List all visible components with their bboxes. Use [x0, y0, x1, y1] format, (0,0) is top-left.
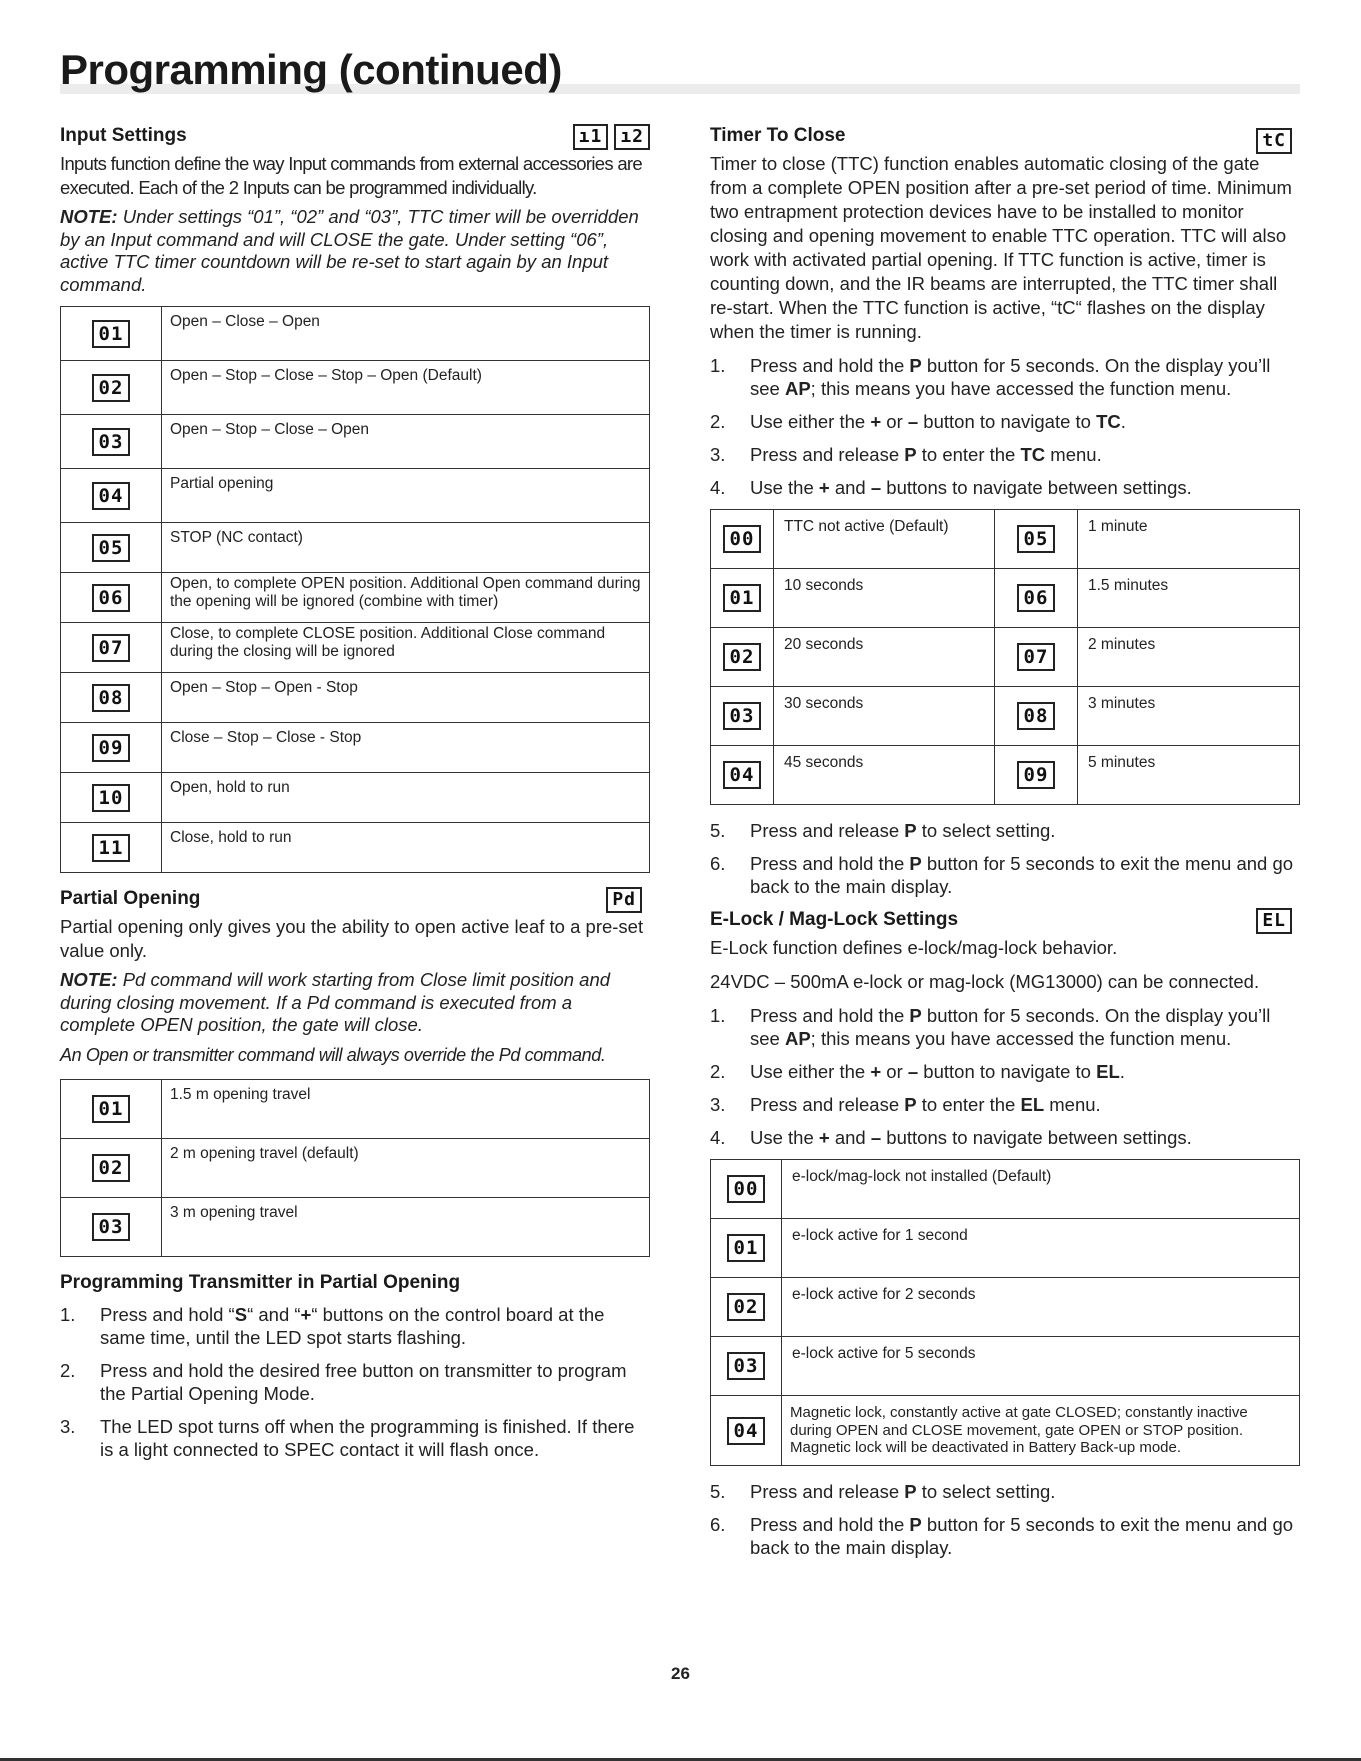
- table-row: [61, 723, 650, 773]
- pd-display-icon: Pd: [606, 887, 642, 913]
- note-label: NOTE:: [60, 969, 118, 990]
- list-item: 3. Press and release P to enter the EL menu.: [710, 1094, 1101, 1115]
- setting-code: 02: [727, 1293, 766, 1321]
- list-item: 2. Press and hold the desired free button on transmitter to program the Partial Opening Mode.: [60, 1359, 627, 1404]
- table-row: [61, 1197, 650, 1256]
- elock-section: [710, 908, 1300, 1559]
- table-row: [61, 673, 650, 723]
- timer-to-close-intro: Timer to close (TTC) function enables automatic closing of the gate from a complete OPEN position after a pre-set period of time. Minimum two entrapment protection devices have to be installed to monitor closing and opening movement to enable TTC operation. TTC will also work with activated partial opening. If TTC function is active, timer is counting down, and the IR beams are interrupted, the TTC timer shall re-start. When the TTC function is active, “tC“ flashes on the display when the timer is running.: [710, 153, 1292, 342]
- table-row: [61, 1079, 650, 1138]
- setting-code: 11: [92, 834, 131, 862]
- setting-code: 01: [727, 1234, 766, 1262]
- setting-code: 01: [723, 584, 762, 612]
- setting-description: 20 seconds: [774, 628, 995, 687]
- table-row: [711, 1396, 1300, 1466]
- setting-code: 04: [92, 482, 131, 510]
- setting-description: 1 minute: [1078, 510, 1300, 569]
- right-column: [710, 124, 1300, 1569]
- timer-to-close-header: [710, 124, 1300, 152]
- setting-code: 06: [92, 584, 131, 612]
- setting-code: 05: [1017, 525, 1056, 553]
- elock-steps: [710, 1004, 1300, 1149]
- setting-code: 02: [92, 1154, 131, 1182]
- timer-to-close-steps-after: [710, 819, 1300, 898]
- programming-transmitter-steps: [60, 1303, 650, 1461]
- timer-to-close-table: [710, 509, 1300, 805]
- setting-code: 06: [1017, 584, 1056, 612]
- setting-description: 3 m opening travel: [162, 1197, 650, 1256]
- table-row: [61, 573, 650, 623]
- setting-code: 09: [92, 734, 131, 762]
- setting-description: Close – Stop – Close - Stop: [162, 723, 650, 773]
- setting-code: 00: [723, 525, 762, 553]
- partial-opening-title: Partial Opening: [60, 888, 201, 909]
- table-row: [61, 823, 650, 873]
- setting-code: 09: [1017, 761, 1056, 789]
- elock-table: [710, 1159, 1300, 1466]
- setting-code: 03: [92, 428, 131, 456]
- table-row: [711, 746, 1300, 805]
- note-text: Pd command will work starting from Close limit position and during closing movement. If a Pd command is executed from a complete OPEN position, the gate will close.: [60, 969, 611, 1035]
- setting-description: Open – Stop – Close – Open: [162, 415, 650, 469]
- input-settings-header: [60, 124, 650, 152]
- list-item: 4. Use the + and – buttons to navigate between settings.: [710, 477, 1192, 498]
- setting-description: Open – Stop – Close – Stop – Open (Default): [162, 361, 650, 415]
- setting-code: 02: [92, 374, 131, 402]
- input-1-display-icon: ı1: [573, 124, 609, 150]
- setting-code: 01: [92, 1095, 131, 1123]
- left-column: [60, 124, 650, 1471]
- table-row: [711, 1337, 1300, 1396]
- partial-opening-header: [60, 887, 650, 915]
- setting-description: e-lock active for 5 seconds: [782, 1337, 1300, 1396]
- list-item: 1. Press and hold the P button for 5 seconds. On the display you’ll see AP; this means you have accessed the function menu.: [710, 355, 1271, 399]
- note-text: Under settings “01”, “02” and “03”, TTC timer will be overridden by an Input command and will CLOSE the gate. Under setting “06”, active TTC timer countdown will be re-set to start again by an Input command.: [60, 206, 639, 295]
- table-row: [711, 510, 1300, 569]
- elock-line-1: E-Lock function defines e-lock/mag-lock behavior.: [710, 937, 1118, 958]
- setting-code: 07: [92, 634, 131, 662]
- table-row: [61, 415, 650, 469]
- setting-description: e-lock active for 1 second: [782, 1219, 1300, 1278]
- setting-description: Partial opening: [162, 469, 650, 523]
- elock-title: E-Lock / Mag-Lock Settings: [710, 909, 959, 930]
- programming-transmitter-section: [60, 1271, 650, 1461]
- setting-description: Open, to complete OPEN position. Additional Open command during the opening will be ignored (combine with timer): [162, 573, 650, 623]
- setting-description: 5 minutes: [1078, 746, 1300, 805]
- input-settings-section: [60, 124, 650, 873]
- partial-opening-table: [60, 1079, 650, 1257]
- list-item: 4. Use the + and – buttons to navigate between settings.: [710, 1127, 1192, 1148]
- list-item: 1. Press and hold the P button for 5 seconds. On the display you’ll see AP; this means you have accessed the function menu.: [710, 1005, 1271, 1049]
- page-number: 26: [671, 1664, 690, 1683]
- partial-opening-override: An Open or transmitter command will always override the Pd command.: [60, 1044, 606, 1065]
- setting-description: 3 minutes: [1078, 687, 1300, 746]
- elock-steps-after: [710, 1480, 1300, 1559]
- table-row: [711, 1278, 1300, 1337]
- setting-description: 45 seconds: [774, 746, 995, 805]
- table-row: [711, 1219, 1300, 1278]
- partial-opening-note: [60, 969, 650, 1037]
- table-row: [61, 307, 650, 361]
- setting-code: 03: [727, 1352, 766, 1380]
- timer-to-close-section: [710, 124, 1300, 898]
- setting-description: 1.5 m opening travel: [162, 1079, 650, 1138]
- setting-description: Open, hold to run: [162, 773, 650, 823]
- input-settings-note: [60, 206, 650, 296]
- elock-line-2: 24VDC – 500mA e-lock or mag-lock (MG13000) can be connected.: [710, 971, 1260, 992]
- table-row: [61, 469, 650, 523]
- setting-code: 03: [92, 1213, 131, 1241]
- table-row: [61, 361, 650, 415]
- input-settings-intro: Inputs function define the way Input commands from external accessories are executed. Each of the 2 Inputs can be programmed individually.: [60, 153, 642, 198]
- setting-description: STOP (NC contact): [162, 523, 650, 573]
- timer-to-close-steps: [710, 354, 1300, 499]
- setting-code: 00: [727, 1175, 766, 1203]
- setting-description: Close, to complete CLOSE position. Additional Close command during the closing will be ignored: [162, 623, 650, 673]
- setting-description: e-lock active for 2 seconds: [782, 1278, 1300, 1337]
- el-display-icon: EL: [1256, 908, 1292, 934]
- table-row: [711, 569, 1300, 628]
- list-item: 1. Press and hold “S“ and “+“ buttons on the control board at the same time, until the LED spot starts flashing.: [60, 1303, 605, 1348]
- setting-description: Open – Stop – Open - Stop: [162, 673, 650, 723]
- setting-description: 1.5 minutes: [1078, 569, 1300, 628]
- list-item: 2. Use either the + or – button to navigate to TC.: [710, 411, 1126, 432]
- partial-opening-intro: Partial opening only gives you the ability to open active leaf to a pre-set value only.: [60, 916, 644, 961]
- list-item: 5. Press and release P to select setting.: [710, 1481, 1056, 1502]
- note-label: NOTE:: [60, 206, 118, 227]
- list-item: 2. Use either the + or – button to navigate to EL.: [710, 1061, 1125, 1082]
- setting-description: 10 seconds: [774, 569, 995, 628]
- table-row: [711, 687, 1300, 746]
- setting-code: 10: [92, 784, 131, 812]
- setting-description: TTC not active (Default): [774, 510, 995, 569]
- page-title: Programming (continued): [60, 46, 562, 93]
- elock-header: [710, 908, 1300, 936]
- table-row: [711, 1160, 1300, 1219]
- setting-code: 03: [723, 702, 762, 730]
- list-item: 6. Press and hold the P button for 5 seconds to exit the menu and go back to the main display.: [710, 1514, 1294, 1558]
- setting-description: 2 m opening travel (default): [162, 1138, 650, 1197]
- table-row: [61, 1138, 650, 1197]
- list-item: 5. Press and release P to select setting.: [710, 820, 1056, 841]
- table-row: [61, 773, 650, 823]
- setting-code: 04: [727, 1417, 766, 1445]
- setting-description: e-lock/mag-lock not installed (Default): [782, 1160, 1300, 1219]
- setting-code: 08: [1017, 702, 1056, 730]
- setting-code: 07: [1017, 643, 1056, 671]
- setting-code: 08: [92, 684, 131, 712]
- setting-description: 2 minutes: [1078, 628, 1300, 687]
- tc-display-icon: tC: [1256, 128, 1292, 154]
- setting-code: 02: [723, 643, 762, 671]
- setting-description: Close, hold to run: [162, 823, 650, 873]
- input-2-display-icon: ı2: [614, 124, 650, 150]
- setting-code: 01: [92, 320, 131, 348]
- table-row: [711, 628, 1300, 687]
- input-settings-table: [60, 306, 650, 873]
- table-row: [61, 523, 650, 573]
- table-row: [61, 623, 650, 673]
- setting-description: 30 seconds: [774, 687, 995, 746]
- timer-to-close-title: Timer To Close: [710, 125, 846, 146]
- input-settings-title: Input Settings: [60, 125, 187, 146]
- setting-description: Magnetic lock, constantly active at gate CLOSED; constantly inactive during OPEN and CLOSE movement, gate OPEN or STOP position. Magnetic lock will be deactivated in Battery Back-up mode.: [782, 1396, 1300, 1466]
- programming-transmitter-title: Programming Transmitter in Partial Opening: [60, 1271, 461, 1293]
- setting-description: Open – Close – Open: [162, 307, 650, 361]
- setting-code: 05: [92, 534, 131, 562]
- setting-code: 04: [723, 761, 762, 789]
- partial-opening-section: [60, 887, 650, 1257]
- list-item: 6. Press and hold the P button for 5 seconds to exit the menu and go back to the main display.: [710, 853, 1294, 897]
- list-item: 3. The LED spot turns off when the programming is finished. If there is a light connected to SPEC contact it will flash once.: [60, 1415, 635, 1460]
- list-item: 3. Press and release P to enter the TC menu.: [710, 444, 1102, 465]
